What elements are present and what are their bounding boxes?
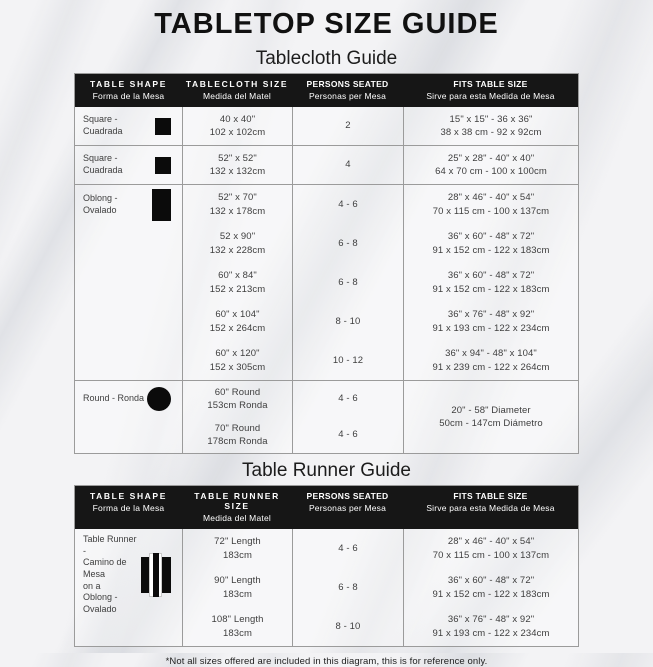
tablecloth-guide-title: Tablecloth Guide bbox=[255, 48, 398, 69]
shape-label bbox=[83, 393, 144, 405]
fits-line: 36" x 94" - 48" x 104" bbox=[445, 348, 537, 360]
shape-inner bbox=[75, 146, 182, 184]
size-column bbox=[182, 185, 292, 380]
table-section-square-cuadrada bbox=[75, 107, 578, 145]
shape-label bbox=[83, 114, 155, 137]
column-header-en: TABLE RUNNER SIZE bbox=[194, 491, 280, 511]
shape-label-line: Camino de Mesa bbox=[83, 557, 127, 580]
column-header-es: Medida del Matel bbox=[203, 513, 271, 523]
size-line: 108" Length bbox=[211, 614, 264, 626]
size-line: 152 x 264cm bbox=[209, 322, 266, 334]
persons-cell bbox=[293, 607, 403, 646]
size-line: 178cm Ronda bbox=[207, 436, 268, 447]
column-header-table-shape bbox=[75, 74, 182, 107]
persons-value: 2 bbox=[345, 120, 351, 132]
column-header-table-runner-size bbox=[182, 486, 292, 529]
persons-value: 4 - 6 bbox=[338, 542, 358, 554]
size-line: 152 x 213cm bbox=[209, 283, 266, 295]
persons-value: 10 - 12 bbox=[332, 354, 364, 366]
fits-line: 91 x 152 cm - 122 x 183cm bbox=[432, 588, 550, 600]
fits-line: 28" x 46" - 40" x 54" bbox=[447, 536, 535, 548]
shape-label-line: Oblong - Ovalado bbox=[83, 592, 118, 615]
size-column bbox=[182, 146, 292, 184]
oblong-shape-icon bbox=[152, 189, 171, 221]
fits-line: 15" x 15" - 36 x 36" bbox=[449, 113, 533, 125]
column-header-en: FITS TABLE SIZE bbox=[453, 79, 528, 89]
shape-label bbox=[83, 193, 152, 216]
table-runner-guide-section bbox=[0, 460, 653, 647]
footnote: *Not all sizes offered are included in this diagram, this is for reference only. bbox=[165, 656, 488, 667]
fits-line: 28" x 46" - 40" x 54" bbox=[447, 192, 535, 204]
size-line: 72" Length bbox=[214, 536, 261, 548]
fits-cell bbox=[404, 185, 578, 224]
persons-column bbox=[292, 107, 403, 145]
size-cell bbox=[183, 381, 292, 417]
column-header-en: FITS TABLE SIZE bbox=[453, 491, 528, 501]
column-header-en: TABLE SHAPE bbox=[90, 491, 167, 501]
fits-cell bbox=[404, 146, 578, 184]
size-line: 60" x 104" bbox=[215, 309, 260, 321]
column-header-es: Personas per Mesa bbox=[308, 503, 387, 513]
fits-cell bbox=[404, 302, 578, 341]
size-cell bbox=[183, 146, 292, 184]
shape-label-line: Round - Ronda bbox=[83, 393, 145, 404]
fits-cell bbox=[404, 607, 578, 646]
column-header-table-shape bbox=[75, 486, 182, 529]
column-header-es: Personas per Mesa bbox=[308, 91, 387, 101]
size-line: 152 x 305cm bbox=[209, 361, 266, 373]
shape-label-line: Oblong - Ovalado bbox=[83, 192, 118, 215]
size-line: 132 x 178cm bbox=[209, 205, 266, 217]
fits-cell-shared bbox=[404, 381, 578, 453]
fits-column bbox=[403, 107, 578, 145]
column-header-tablecloth-size bbox=[182, 74, 292, 107]
persons-cell bbox=[293, 529, 403, 568]
persons-cell bbox=[293, 417, 403, 453]
column-header-en: TABLECLOTH SIZE bbox=[185, 79, 289, 89]
shape-label-line: Table Runner - bbox=[83, 534, 137, 556]
size-line: 52 x 90" bbox=[219, 231, 256, 243]
fits-column bbox=[403, 381, 578, 453]
fits-cell bbox=[404, 568, 578, 607]
fits-line: 36" x 76" - 48" x 92" bbox=[447, 309, 535, 321]
persons-value: 6 - 8 bbox=[338, 237, 358, 249]
persons-value: 8 - 10 bbox=[335, 620, 361, 632]
column-header-fits-table-size bbox=[403, 486, 578, 529]
size-line: 132 x 132cm bbox=[209, 166, 266, 177]
fits-column bbox=[403, 529, 578, 646]
fits-line: 70 x 115 cm - 100 x 137cm bbox=[432, 549, 550, 561]
shape-inner bbox=[75, 185, 182, 224]
size-line: 52" x 52" bbox=[218, 152, 257, 164]
persons-value: 8 - 10 bbox=[335, 315, 361, 327]
shape-cell bbox=[75, 107, 182, 145]
shape-label-line: Square - Cuadrada bbox=[83, 114, 123, 136]
fits-line: 36" x 60" - 48" x 72" bbox=[447, 575, 535, 587]
shape-inner bbox=[75, 529, 182, 621]
size-line: 70" Round bbox=[214, 422, 261, 434]
persons-cell bbox=[293, 302, 403, 341]
size-line: 102 x 102cm bbox=[209, 127, 266, 138]
table-header-row bbox=[75, 486, 578, 529]
size-line: 153cm Ronda bbox=[207, 400, 268, 411]
size-line: 60" x 120" bbox=[215, 348, 260, 360]
shape-cell bbox=[75, 146, 182, 184]
table-section-round-ronda bbox=[75, 380, 578, 453]
persons-cell bbox=[293, 341, 403, 380]
fits-line: 38 x 38 cm - 92 x 92cm bbox=[440, 127, 542, 138]
tablecloth-guide-section bbox=[0, 48, 653, 454]
persons-cell bbox=[293, 263, 403, 302]
fits-line: 70 x 115 cm - 100 x 137cm bbox=[432, 205, 550, 217]
fits-line: 91 x 193 cm - 122 x 234cm bbox=[432, 627, 550, 639]
size-column bbox=[182, 107, 292, 145]
shape-label bbox=[83, 153, 155, 176]
size-column bbox=[182, 381, 292, 453]
table-header-row bbox=[75, 74, 578, 107]
persons-value: 4 - 6 bbox=[338, 429, 358, 441]
shape-label-line: on a bbox=[83, 580, 101, 591]
column-header-fits-table-size bbox=[403, 74, 578, 107]
column-header-persons-seated bbox=[292, 486, 403, 529]
fits-line: 36" x 60" - 48" x 72" bbox=[447, 270, 535, 282]
page-title: TABLETOP SIZE GUIDE bbox=[154, 8, 499, 40]
size-line: 60" x 84" bbox=[218, 270, 257, 282]
size-line: 183cm bbox=[222, 627, 252, 639]
size-cell bbox=[183, 302, 292, 341]
size-line: 90" Length bbox=[214, 575, 261, 587]
fits-line: 91 x 239 cm - 122 x 264cm bbox=[432, 361, 550, 373]
size-cell bbox=[183, 568, 292, 607]
size-line: 40 x 40" bbox=[219, 113, 256, 125]
fits-line: 91 x 152 cm - 122 x 183cm bbox=[432, 283, 550, 295]
fits-column bbox=[403, 146, 578, 184]
fits-line: 25" x 28" - 40" x 40" bbox=[447, 152, 535, 164]
size-cell bbox=[183, 607, 292, 646]
size-line: 60" Round bbox=[214, 386, 261, 398]
size-line: 183cm bbox=[222, 588, 252, 600]
tablecloth-table bbox=[74, 73, 579, 454]
persons-cell bbox=[293, 568, 403, 607]
persons-value: 6 - 8 bbox=[338, 581, 358, 593]
shape-label-line: Square - Cuadrada bbox=[83, 153, 123, 175]
table-runner-table bbox=[74, 485, 579, 647]
persons-value: 4 - 6 bbox=[338, 393, 358, 405]
shape-label bbox=[83, 534, 141, 616]
fits-cell bbox=[404, 263, 578, 302]
persons-cell bbox=[293, 107, 403, 145]
table-section-table-runner bbox=[75, 529, 578, 646]
size-column bbox=[182, 529, 292, 646]
column-header-es: Sirve para esta Medida de Mesa bbox=[426, 503, 555, 513]
fits-column bbox=[403, 185, 578, 380]
size-line: 132 x 228cm bbox=[209, 244, 266, 256]
column-header-es: Forma de la Mesa bbox=[92, 503, 165, 513]
size-cell bbox=[183, 185, 292, 224]
fits-cell bbox=[404, 529, 578, 568]
size-cell bbox=[183, 529, 292, 568]
shape-cell bbox=[75, 185, 182, 380]
persons-cell bbox=[293, 146, 403, 184]
table-runner-guide-title: Table Runner Guide bbox=[242, 460, 411, 481]
shape-cell bbox=[75, 381, 182, 453]
column-header-en: PERSONS SEATED bbox=[306, 491, 389, 501]
square-shape-icon bbox=[155, 118, 171, 135]
shape-inner bbox=[75, 107, 182, 145]
table-section-oblong-ovalado bbox=[75, 184, 578, 380]
size-cell bbox=[183, 107, 292, 145]
fits-line: 64 x 70 cm - 100 x 100cm bbox=[435, 166, 547, 177]
size-line: 183cm bbox=[222, 549, 252, 561]
fits-line: 91 x 193 cm - 122 x 234cm bbox=[432, 322, 550, 334]
persons-column bbox=[292, 529, 403, 646]
size-cell bbox=[183, 224, 292, 263]
runner-stripe bbox=[153, 553, 159, 597]
square-shape-icon bbox=[155, 157, 171, 174]
persons-column bbox=[292, 146, 403, 184]
column-header-persons-seated bbox=[292, 74, 403, 107]
shape-inner bbox=[75, 381, 182, 417]
circle-shape-icon bbox=[147, 387, 171, 411]
table-section-square-cuadrada bbox=[75, 145, 578, 184]
fits-cell bbox=[404, 224, 578, 263]
column-header-en: TABLE SHAPE bbox=[90, 79, 167, 89]
persons-column bbox=[292, 185, 403, 380]
fits-line: 50cm - 147cm Diámetro bbox=[439, 418, 543, 429]
persons-value: 4 - 6 bbox=[338, 198, 358, 210]
shape-cell bbox=[75, 529, 182, 646]
size-cell bbox=[183, 417, 292, 453]
size-line: 52" x 70" bbox=[218, 192, 257, 204]
persons-column bbox=[292, 381, 403, 453]
persons-value: 4 bbox=[345, 159, 351, 171]
fits-line: 91 x 152 cm - 122 x 183cm bbox=[432, 244, 550, 256]
column-header-es: Forma de la Mesa bbox=[92, 91, 165, 101]
fits-line: 36" x 76" - 48" x 92" bbox=[447, 614, 535, 626]
size-cell bbox=[183, 263, 292, 302]
fits-line: 20" - 58" Diameter bbox=[451, 404, 531, 416]
persons-value: 6 - 8 bbox=[338, 276, 358, 288]
fits-cell bbox=[404, 107, 578, 145]
runner-shape-icon bbox=[141, 553, 171, 597]
persons-cell bbox=[293, 185, 403, 224]
column-header-en: PERSONS SEATED bbox=[306, 79, 389, 89]
column-header-es: Sirve para esta Medida de Mesa bbox=[426, 91, 555, 101]
column-header-es: Medida del Matel bbox=[203, 91, 271, 101]
persons-cell bbox=[293, 224, 403, 263]
fits-line: 36" x 60" - 48" x 72" bbox=[447, 231, 535, 243]
fits-cell bbox=[404, 341, 578, 380]
size-cell bbox=[183, 341, 292, 380]
persons-cell bbox=[293, 381, 403, 417]
